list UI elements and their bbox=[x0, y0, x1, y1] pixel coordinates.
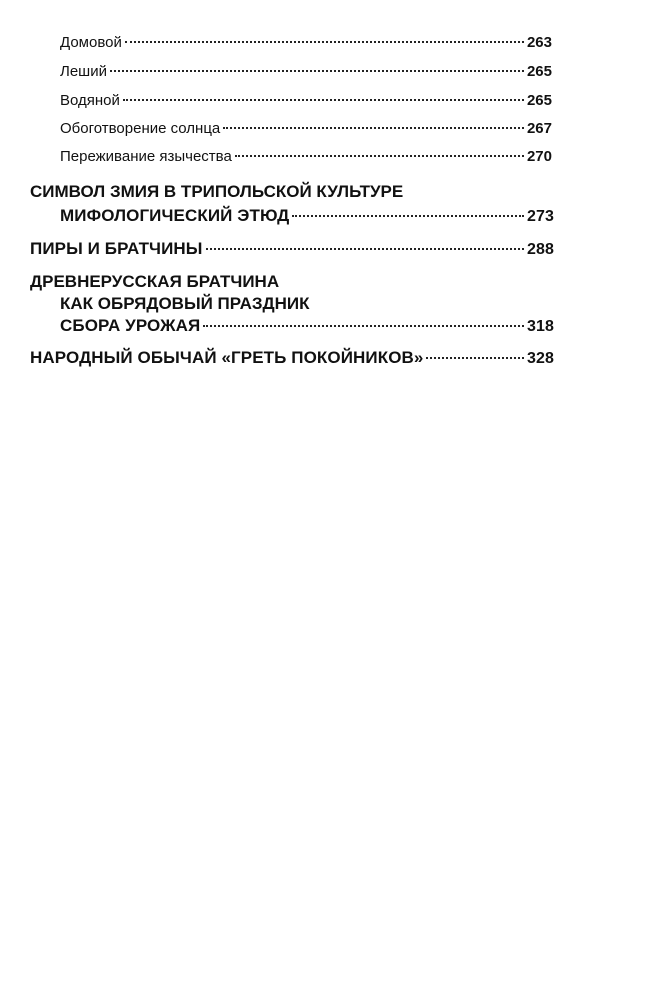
chapter-title-line: ПИРЫ И БРАТЧИНЫ bbox=[30, 239, 203, 258]
dot-leader bbox=[110, 70, 524, 72]
toc-entry-label: Водяной bbox=[60, 92, 120, 109]
chapter-title-line: КАК ОБРЯДОВЫЙ ПРАЗДНИК bbox=[60, 294, 310, 313]
toc-chapter-feasts bbox=[30, 239, 554, 259]
toc-page-number: 288 bbox=[527, 241, 554, 258]
toc-page-number: 328 bbox=[527, 350, 554, 367]
toc-entry-leshiy bbox=[60, 63, 552, 80]
dot-leader bbox=[123, 99, 524, 101]
toc-entry-sun-worship bbox=[60, 120, 552, 137]
toc-page-number: 270 bbox=[526, 148, 552, 165]
chapter-title-line: МИФОЛОГИЧЕСКИЙ ЭТЮД bbox=[60, 206, 290, 225]
toc-chapter-warm-dead bbox=[30, 348, 554, 368]
chapter-title-line: НАРОДНЫЙ ОБЫЧАЙ «ГРЕТЬ ПОКОЙНИКОВ» bbox=[30, 348, 424, 367]
toc-page-number: 265 bbox=[526, 63, 552, 80]
toc-entry-vodyanoy bbox=[60, 92, 552, 109]
dot-leader bbox=[235, 155, 524, 157]
toc-chapter-serpent bbox=[60, 206, 554, 226]
toc-page-number: 265 bbox=[526, 92, 552, 109]
toc-page-number: 263 bbox=[526, 34, 552, 51]
toc-entry-label: Леший bbox=[60, 63, 107, 80]
toc-page-number: 318 bbox=[527, 318, 554, 335]
dot-leader bbox=[203, 325, 524, 327]
toc-chapter-bratchina bbox=[60, 316, 554, 336]
toc-entry-domovoy bbox=[60, 34, 552, 51]
toc-page-number: 267 bbox=[526, 120, 552, 137]
dot-leader bbox=[125, 41, 524, 43]
dot-leader bbox=[223, 127, 524, 129]
chapter-title-line: СИМВОЛ ЗМИЯ В ТРИПОЛЬСКОЙ КУЛЬТУРЕ bbox=[30, 182, 404, 201]
toc-entry-paganism-survival bbox=[60, 148, 552, 165]
dot-leader bbox=[206, 248, 524, 250]
toc-entry-label: Обоготворение солнца bbox=[60, 120, 221, 137]
dot-leader bbox=[426, 357, 524, 359]
toc-entry-label: Переживание язычества bbox=[60, 148, 232, 165]
dot-leader bbox=[292, 215, 524, 217]
chapter-title-line: СБОРА УРОЖАЯ bbox=[60, 316, 201, 335]
toc-entry-label: Домовой bbox=[60, 34, 122, 51]
chapter-title-line: ДРЕВНЕРУССКАЯ БРАТЧИНА bbox=[30, 272, 280, 291]
toc-page-number: 273 bbox=[527, 208, 554, 225]
